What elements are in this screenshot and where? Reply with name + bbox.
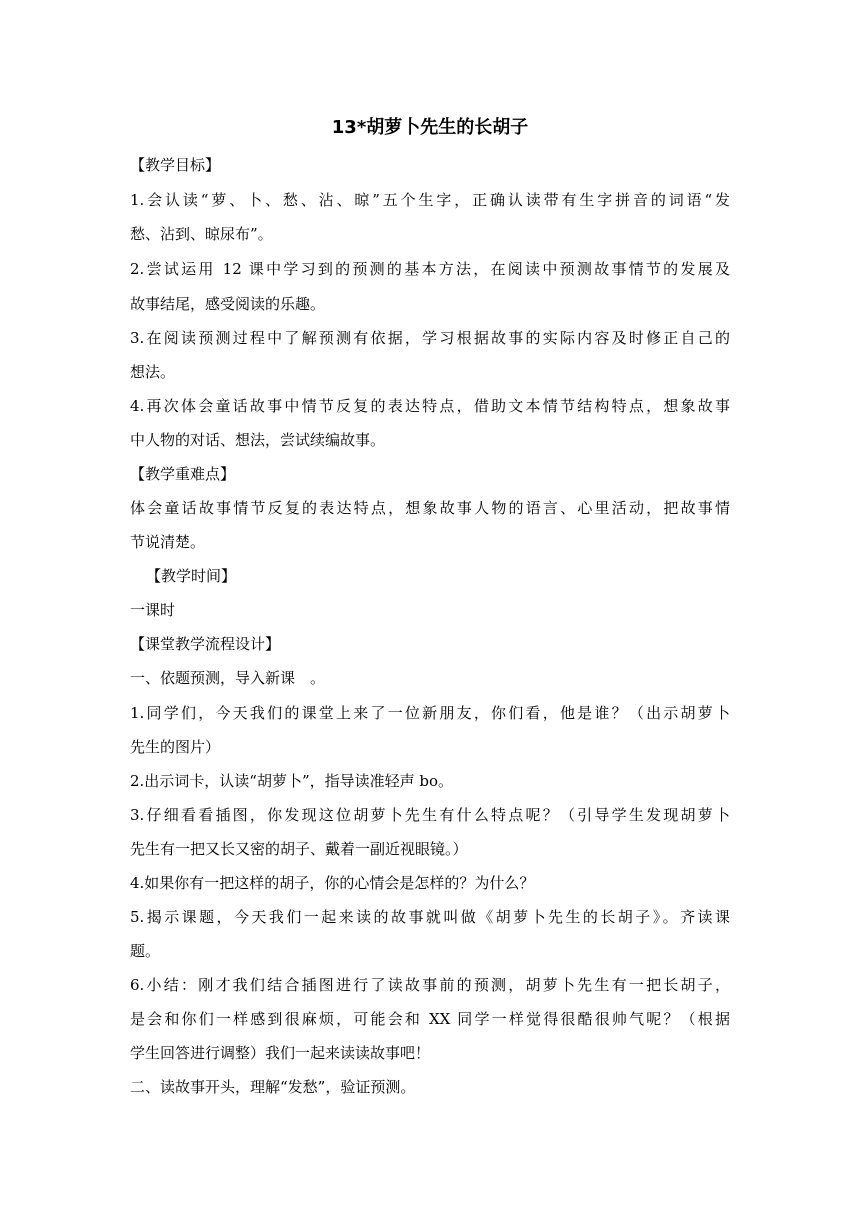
paragraph-line: 3.仔细看看插图，你发现这位胡萝卜先生有什么特点呢？（引导学生发现胡萝卜 xyxy=(130,806,730,824)
paragraph-line: 5.揭示课题，今天我们一起来读的故事就叫做《胡萝卜先生的长胡子》。齐读课 xyxy=(130,908,730,926)
paragraph-line: 一、依题预测，导入新课 。 xyxy=(130,669,326,687)
paragraph-line: 4.如果你有一把这样的胡子，你的心情会是怎样的？为什么？ xyxy=(130,874,535,892)
paragraph-line: 2.尝试运用 12 课中学习到的预测的基本方法，在阅读中预测故事情节的发展及 xyxy=(130,260,730,278)
paragraph-line: 6.小结：刚才我们结合插图进行了读故事前的预测，胡萝卜先生有一把长胡子， xyxy=(130,976,730,994)
paragraph-line: 体会童话故事情节反复的表达特点，想象故事人物的语言、心里活动，把故事情 xyxy=(130,499,730,517)
section-heading-goals: 【教学目标】 xyxy=(130,156,221,174)
paragraph-line: 先生的图片） xyxy=(130,738,221,756)
paragraph-line: 是会和你们一样感到很麻烦，可能会和 XX 同学一样觉得很酷很帅气呢？（根据 xyxy=(130,1010,730,1028)
paragraph-line: 故事结尾，感受阅读的乐趣。 xyxy=(130,295,326,313)
paragraph-line: 题。 xyxy=(130,942,161,960)
paragraph-line: 一课时 xyxy=(130,601,176,619)
paragraph-line: 中人物的对话、想法，尝试续编故事。 xyxy=(130,431,386,449)
paragraph-line: 3.在阅读预测过程中了解预测有依据，学习根据故事的实际内容及时修正自己的 xyxy=(130,329,730,347)
paragraph-line: 想法。 xyxy=(130,363,176,381)
section-heading-process: 【课堂教学流程设计】 xyxy=(130,635,281,653)
section-heading-time: 【教学时间】 xyxy=(146,567,237,585)
paragraph-line: 节说清楚。 xyxy=(130,533,206,551)
paragraph-line: 1.会认读“萝、卜、愁、沾、晾”五个生字，正确认读带有生字拼音的词语“发 xyxy=(130,191,730,209)
document-title: 13*胡萝卜先生的长胡子 xyxy=(331,117,529,138)
paragraph-line: 1.同学们，今天我们的课堂上来了一位新朋友，你们看，他是谁？（出示胡萝卜 xyxy=(130,704,730,722)
paragraph-line: 学生回答进行调整）我们一起来读读故事吧！ xyxy=(130,1044,431,1062)
paragraph-line: 2.出示词卡，认读“胡萝卜”，指导读准轻声 bo。 xyxy=(130,772,454,790)
paragraph-line: 4.再次体会童话故事中情节反复的表达特点，借助文本情节结构特点，想象故事 xyxy=(130,397,730,415)
paragraph-line: 愁、沾到、晾尿布”。 xyxy=(130,225,273,243)
section-heading-key-points: 【教学重难点】 xyxy=(130,465,236,483)
paragraph-line: 二、读故事开头，理解“发愁”，验证预测。 xyxy=(130,1078,416,1096)
paragraph-line: 先生有一把又长又密的胡子、戴着一副近视眼镜。） xyxy=(130,840,468,858)
